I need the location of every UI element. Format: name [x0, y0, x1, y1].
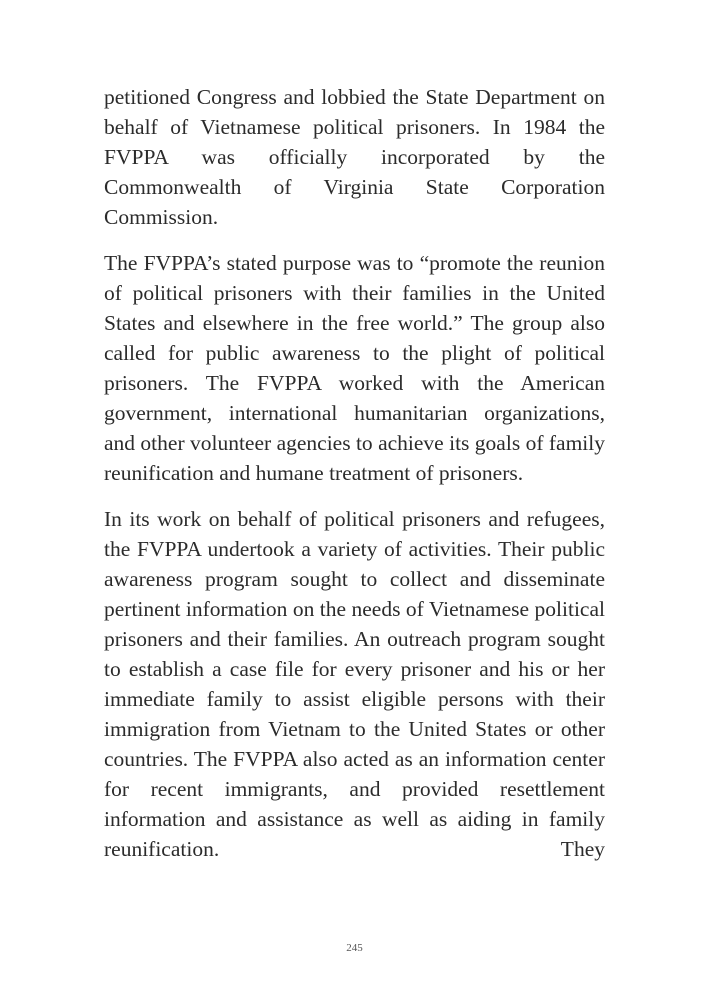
- body-text: [104, 82, 605, 880]
- paragraph-3: In its work on behalf of political prisoners and refugees, the FVPPA undertook a variety of activities. Their public awareness program sought to collect and disseminate pertinent information on the needs of Vietnamese political prisoners and their families. An outreach program sought to establish a case file for every prisoner and his or her immediate family to assist eligible persons with their immigration from Vietnam to the United States or other countries. The FVPPA also acted as an information center for recent immigrants, and provided resettlement information and assistance as well as aiding in family reunification. They: [104, 507, 605, 861]
- paragraph-2: The FVPPA’s stated purpose was to “promote the reunion of political prisoners with their families in the United States and elsewhere in the free world.” The group also called for public awareness to the plight of political prisoners. The FVPPA worked with the American government, international humanitarian organizations, and other volunteer agencies to achieve its goals of family reunification and humane treatment of prisoners.: [104, 251, 605, 485]
- paragraph-1: petitioned Congress and lobbied the State Department on behalf of Vietnamese political prisoners. In 1984 the FVPPA was officially incorporated by the Commonwealth of Virginia State Corporation Commission.: [104, 85, 605, 229]
- page-number: 245: [346, 942, 363, 954]
